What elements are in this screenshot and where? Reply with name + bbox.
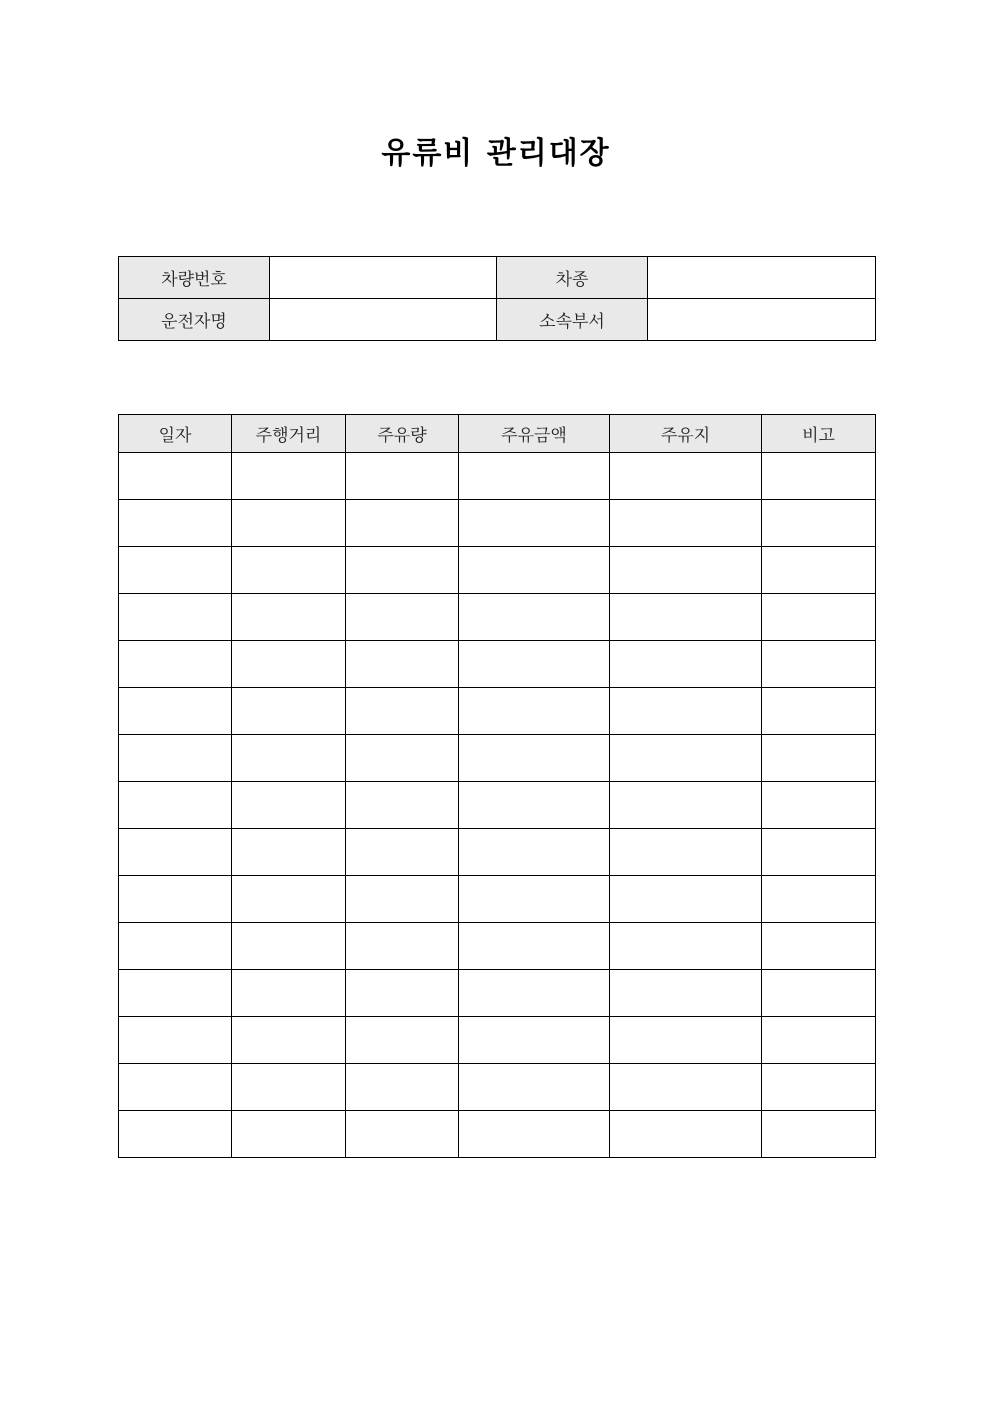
- driver-name-label: 운전자명: [119, 299, 270, 341]
- distance-cell[interactable]: [232, 688, 346, 735]
- fuel-cost-cell[interactable]: [459, 1064, 610, 1111]
- gas-station-cell[interactable]: [610, 1017, 762, 1064]
- remarks-cell[interactable]: [762, 735, 876, 782]
- vehicle-type-label: 차종: [497, 257, 648, 299]
- fuel-amount-cell[interactable]: [346, 641, 459, 688]
- distance-cell[interactable]: [232, 1017, 346, 1064]
- column-header-date: 일자: [119, 415, 232, 453]
- table-row: [119, 970, 876, 1017]
- date-cell[interactable]: [119, 1064, 232, 1111]
- remarks-cell[interactable]: [762, 1064, 876, 1111]
- table-row: [119, 829, 876, 876]
- distance-cell[interactable]: [232, 594, 346, 641]
- remarks-cell[interactable]: [762, 453, 876, 500]
- fuel-cost-cell[interactable]: [459, 688, 610, 735]
- table-row: [119, 876, 876, 923]
- table-row: [119, 641, 876, 688]
- gas-station-cell[interactable]: [610, 829, 762, 876]
- department-label: 소속부서: [497, 299, 648, 341]
- gas-station-cell[interactable]: [610, 876, 762, 923]
- date-cell[interactable]: [119, 688, 232, 735]
- column-header-fuel-amount: 주유량: [346, 415, 459, 453]
- fuel-amount-cell[interactable]: [346, 453, 459, 500]
- distance-cell[interactable]: [232, 1064, 346, 1111]
- table-row: [119, 1111, 876, 1158]
- table-row: [119, 735, 876, 782]
- gas-station-cell[interactable]: [610, 688, 762, 735]
- driver-name-field[interactable]: [270, 299, 497, 341]
- vehicle-info-row: [119, 299, 876, 341]
- fuel-amount-cell[interactable]: [346, 876, 459, 923]
- date-cell[interactable]: [119, 735, 232, 782]
- column-header-fuel-cost: 주유금액: [459, 415, 610, 453]
- table-row: [119, 594, 876, 641]
- date-cell[interactable]: [119, 876, 232, 923]
- remarks-cell[interactable]: [762, 641, 876, 688]
- fuel-amount-cell[interactable]: [346, 594, 459, 641]
- fuel-amount-cell[interactable]: [346, 1017, 459, 1064]
- distance-cell[interactable]: [232, 923, 346, 970]
- remarks-cell[interactable]: [762, 970, 876, 1017]
- date-cell[interactable]: [119, 829, 232, 876]
- fuel-amount-cell[interactable]: [346, 500, 459, 547]
- remarks-cell[interactable]: [762, 1017, 876, 1064]
- date-cell[interactable]: [119, 970, 232, 1017]
- distance-cell[interactable]: [232, 735, 346, 782]
- distance-cell[interactable]: [232, 500, 346, 547]
- gas-station-cell[interactable]: [610, 1111, 762, 1158]
- fuel-amount-cell[interactable]: [346, 688, 459, 735]
- table-row: [119, 923, 876, 970]
- gas-station-cell[interactable]: [610, 1064, 762, 1111]
- date-cell[interactable]: [119, 500, 232, 547]
- column-header-remarks: 비고: [762, 415, 876, 453]
- fuel-cost-cell[interactable]: [459, 641, 610, 688]
- date-cell[interactable]: [119, 547, 232, 594]
- vehicle-info-row: [119, 257, 876, 299]
- distance-cell[interactable]: [232, 641, 346, 688]
- gas-station-cell[interactable]: [610, 735, 762, 782]
- fuel-amount-cell[interactable]: [346, 1111, 459, 1158]
- fuel-cost-cell[interactable]: [459, 500, 610, 547]
- date-cell[interactable]: [119, 594, 232, 641]
- remarks-cell[interactable]: [762, 594, 876, 641]
- fuel-amount-cell[interactable]: [346, 923, 459, 970]
- table-row: [119, 453, 876, 500]
- remarks-cell[interactable]: [762, 500, 876, 547]
- gas-station-cell[interactable]: [610, 500, 762, 547]
- document-title: 유류비 관리대장: [381, 136, 611, 171]
- ledger-header-row: [119, 415, 876, 453]
- remarks-cell[interactable]: [762, 923, 876, 970]
- remarks-cell[interactable]: [762, 876, 876, 923]
- gas-station-cell[interactable]: [610, 782, 762, 829]
- distance-cell[interactable]: [232, 782, 346, 829]
- gas-station-cell[interactable]: [610, 641, 762, 688]
- table-row: [119, 1064, 876, 1111]
- table-row: [119, 782, 876, 829]
- distance-cell[interactable]: [232, 453, 346, 500]
- fuel-cost-cell[interactable]: [459, 829, 610, 876]
- fuel-amount-cell[interactable]: [346, 782, 459, 829]
- date-cell[interactable]: [119, 782, 232, 829]
- gas-station-cell[interactable]: [610, 923, 762, 970]
- table-row: [119, 500, 876, 547]
- date-cell[interactable]: [119, 923, 232, 970]
- fuel-amount-cell[interactable]: [346, 547, 459, 594]
- remarks-cell[interactable]: [762, 547, 876, 594]
- column-header-distance: 주행거리: [232, 415, 346, 453]
- fuel-cost-cell[interactable]: [459, 923, 610, 970]
- fuel-cost-cell[interactable]: [459, 970, 610, 1017]
- fuel-cost-cell[interactable]: [459, 547, 610, 594]
- fuel-ledger-table: [118, 414, 876, 1158]
- fuel-cost-cell[interactable]: [459, 735, 610, 782]
- fuel-cost-cell[interactable]: [459, 594, 610, 641]
- date-cell[interactable]: [119, 641, 232, 688]
- gas-station-cell[interactable]: [610, 453, 762, 500]
- fuel-amount-cell[interactable]: [346, 735, 459, 782]
- fuel-cost-cell[interactable]: [459, 453, 610, 500]
- department-field[interactable]: [648, 299, 876, 341]
- distance-cell[interactable]: [232, 970, 346, 1017]
- fuel-cost-cell[interactable]: [459, 782, 610, 829]
- table-row: [119, 688, 876, 735]
- vehicle-info-table: [118, 256, 876, 341]
- column-header-gas-station: 주유지: [610, 415, 762, 453]
- date-cell[interactable]: [119, 1111, 232, 1158]
- distance-cell[interactable]: [232, 876, 346, 923]
- vehicle-number-field[interactable]: [270, 257, 497, 299]
- fuel-cost-cell[interactable]: [459, 1111, 610, 1158]
- fuel-amount-cell[interactable]: [346, 829, 459, 876]
- remarks-cell[interactable]: [762, 688, 876, 735]
- vehicle-type-field[interactable]: [648, 257, 876, 299]
- fuel-cost-cell[interactable]: [459, 876, 610, 923]
- gas-station-cell[interactable]: [610, 594, 762, 641]
- date-cell[interactable]: [119, 1017, 232, 1064]
- date-cell[interactable]: [119, 453, 232, 500]
- fuel-cost-cell[interactable]: [459, 1017, 610, 1064]
- distance-cell[interactable]: [232, 547, 346, 594]
- distance-cell[interactable]: [232, 829, 346, 876]
- remarks-cell[interactable]: [762, 1111, 876, 1158]
- remarks-cell[interactable]: [762, 782, 876, 829]
- gas-station-cell[interactable]: [610, 547, 762, 594]
- fuel-amount-cell[interactable]: [346, 1064, 459, 1111]
- distance-cell[interactable]: [232, 1111, 346, 1158]
- table-row: [119, 1017, 876, 1064]
- remarks-cell[interactable]: [762, 829, 876, 876]
- fuel-amount-cell[interactable]: [346, 970, 459, 1017]
- gas-station-cell[interactable]: [610, 970, 762, 1017]
- vehicle-number-label: 차량번호: [119, 257, 270, 299]
- table-row: [119, 547, 876, 594]
